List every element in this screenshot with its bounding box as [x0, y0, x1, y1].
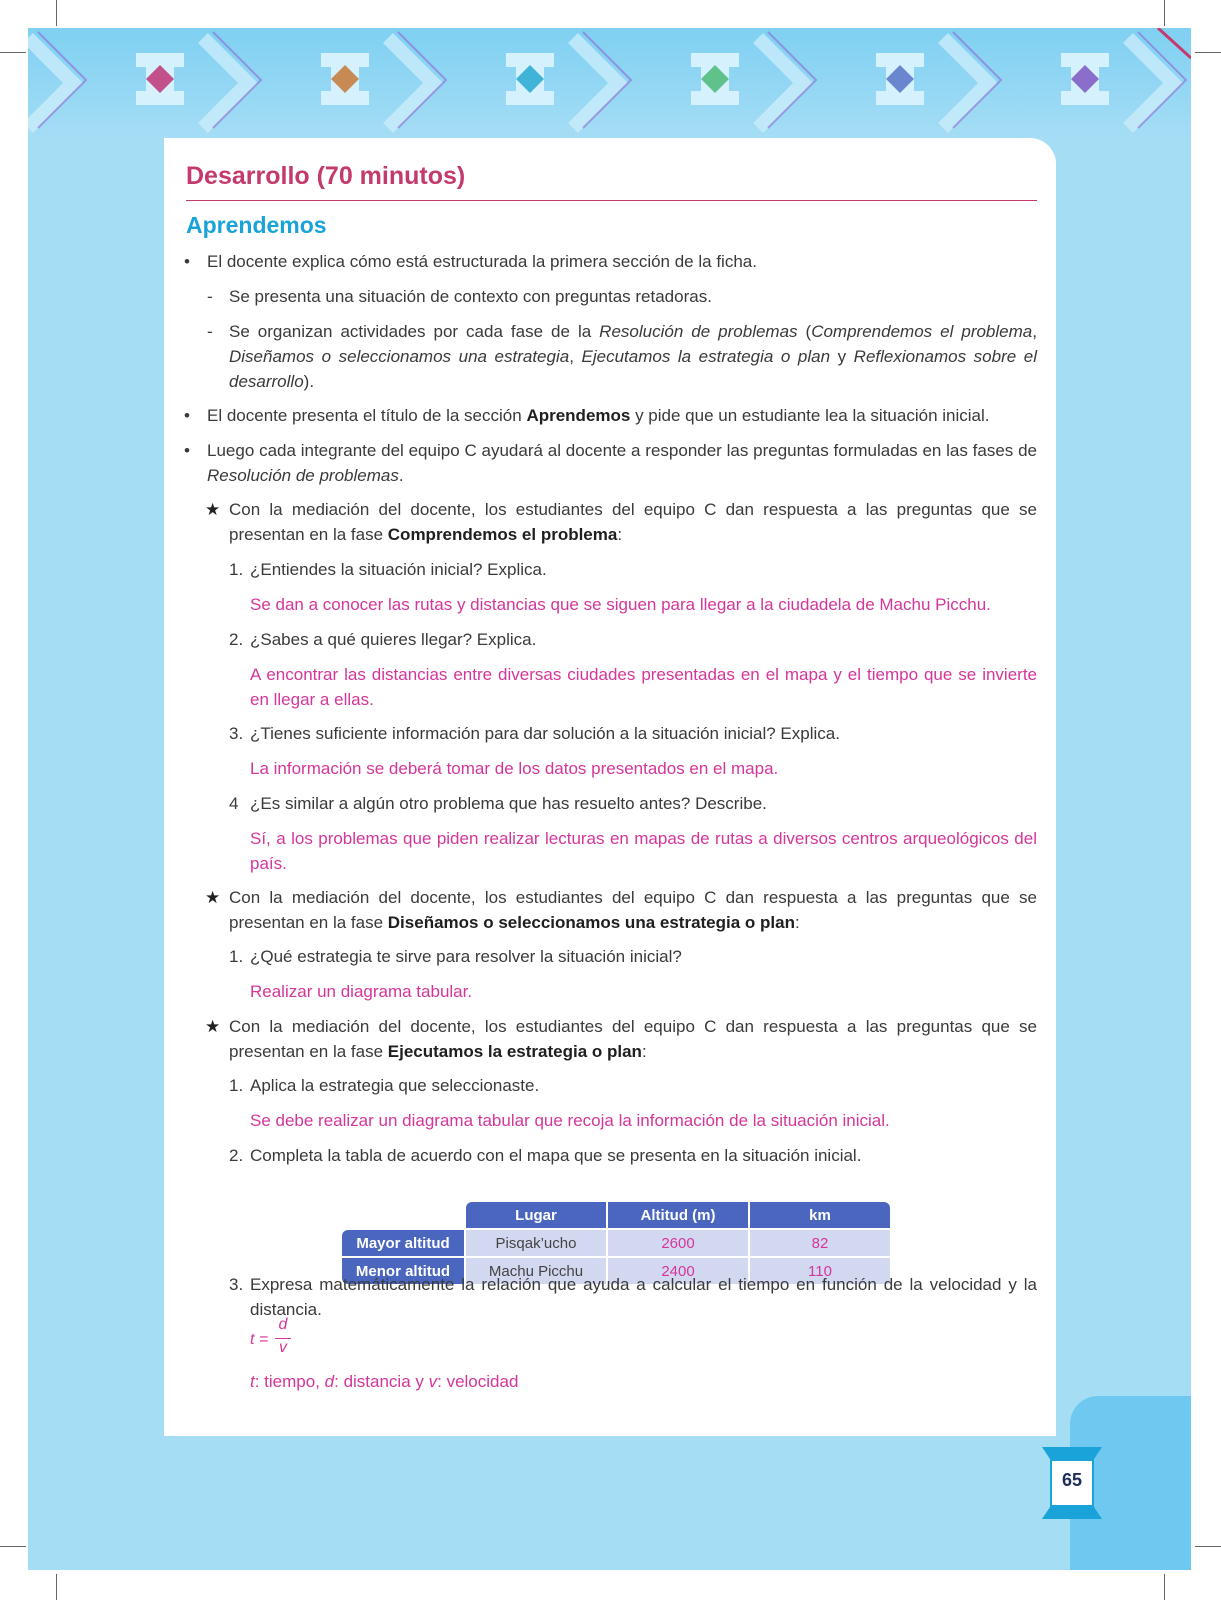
- table-row: [342, 1230, 890, 1256]
- bullet-marker: •: [184, 441, 190, 460]
- table-header-altitud: Altitud (m): [608, 1202, 748, 1228]
- formula-numerator: d: [278, 1316, 288, 1333]
- table-header-km: km: [750, 1202, 890, 1228]
- decorative-banner: [28, 28, 1191, 138]
- bullet-3: Luego cada integrante del equipo C ayudará al docente a responder las preguntas formuladas en las fases de Resolución de problemas.: [207, 441, 1037, 485]
- bullet-1: El docente explica cómo está estructurada la primera sección de la ficha.: [207, 252, 757, 271]
- question-3: ¿Tienes suficiente información para dar solución a la situación inicial? Explica.: [250, 724, 840, 743]
- question-number: 2.: [229, 630, 244, 649]
- question-number: 3.: [229, 724, 244, 743]
- question-4: ¿Es similar a algún otro problema que has resuelto antes? Describe.: [250, 794, 767, 813]
- cell-lugar: Pisqak’ucho: [466, 1230, 606, 1256]
- question-2: ¿Sabes a qué quieres llegar? Explica.: [250, 630, 537, 649]
- dash-1: Se presenta una situación de contexto con preguntas retadoras.: [229, 287, 712, 306]
- answer-2: A encontrar las distancias entre diversas ciudades presentadas en el mapa y el tiempo que se invierte en llegar a ellas.: [250, 665, 1037, 709]
- dash-marker: -: [207, 287, 213, 306]
- row-label: Menor altitud: [342, 1258, 464, 1284]
- question-1: ¿Entiendes la situación inicial? Explica.: [250, 560, 547, 579]
- star-icon: ★: [205, 888, 221, 907]
- formula-denominator: v: [279, 1339, 287, 1356]
- formula-lhs: t =: [250, 1331, 269, 1348]
- answer-5: Realizar un diagrama tabular.: [250, 982, 473, 1001]
- section-title: Aprendemos: [186, 212, 327, 238]
- question-number: 1.: [229, 947, 244, 966]
- bullet-marker: •: [184, 406, 190, 425]
- question-6: Aplica la estrategia que seleccionaste.: [250, 1076, 540, 1095]
- question-5: ¿Qué estrategia te sirve para resolver la situación inicial?: [250, 947, 682, 966]
- question-number: 2.: [229, 1146, 244, 1165]
- table-header-lugar: Lugar: [466, 1202, 606, 1228]
- answer-3: La información se deberá tomar de los datos presentados en el mapa.: [250, 759, 779, 778]
- answer-4: Sí, a los problemas que piden realizar lecturas en mapas de rutas a diversos centros arqueológicos del país.: [250, 829, 1037, 873]
- dash-marker: -: [207, 322, 213, 341]
- content-card: [164, 138, 1056, 1436]
- answer-1: Se dan a conocer las rutas y distancias que se siguen para llegar a la ciudadela de Machu Picchu.: [250, 595, 991, 614]
- bullet-2: El docente presenta el título de la sección Aprendemos y pide que un estudiante lea la situación inicial.: [207, 406, 990, 425]
- row-label: Mayor altitud: [342, 1230, 464, 1256]
- cell-km: 82: [750, 1230, 890, 1256]
- bullet-marker: •: [184, 252, 190, 271]
- question-number: 1.: [229, 1076, 244, 1095]
- cell-lugar: Machu Picchu: [466, 1258, 606, 1284]
- table-header-row: [342, 1202, 890, 1228]
- question-number: 3.: [229, 1275, 244, 1294]
- page-number: 65: [1061, 1470, 1083, 1490]
- answer-6: Se debe realizar un diagrama tabular que recoja la información de la situación inicial.: [250, 1111, 890, 1130]
- question-8: Expresa matemáticamente la relación que ayuda a calcular el tiempo en función de la velocidad y la distancia.: [250, 1275, 1037, 1319]
- question-7: Completa la tabla de acuerdo con el mapa que se presenta en la situación inicial.: [250, 1146, 862, 1165]
- cell-km: 110: [750, 1258, 890, 1284]
- star-item-1: Con la mediación del docente, los estudiantes del equipo C dan respuesta a las preguntas que se presentan en la fase Comprendemos el problema:: [229, 500, 1037, 544]
- cell-altitud: 2600: [608, 1230, 748, 1256]
- dash-2: Se organizan actividades por cada fase de la Resolución de problemas (Comprendemos el problema, Diseñamos o seleccionamos una estrategia, Ejecutamos la estrategia o plan y Reflexionamos sobre el desarrollo).: [229, 322, 1037, 391]
- cell-altitud: 2400: [608, 1258, 748, 1284]
- star-item-3: Con la mediación del docente, los estudiantes del equipo C dan respuesta a las preguntas que se presentan en la fase Ejecutamos la estrategia o plan:: [229, 1017, 1037, 1061]
- variable-legend: t: tiempo, d: distancia y v: velocidad: [250, 1372, 519, 1391]
- question-number: 4: [229, 794, 239, 813]
- star-item-2: Con la mediación del docente, los estudiantes del equipo C dan respuesta a las preguntas que se presentan en la fase Diseñamos o seleccionamos una estrategia o plan:: [229, 888, 1037, 932]
- star-icon: ★: [205, 1017, 221, 1036]
- star-icon: ★: [205, 500, 221, 519]
- page-title: Desarrollo (70 minutos): [186, 162, 466, 190]
- question-number: 1.: [229, 560, 244, 579]
- title-divider: [186, 200, 1037, 201]
